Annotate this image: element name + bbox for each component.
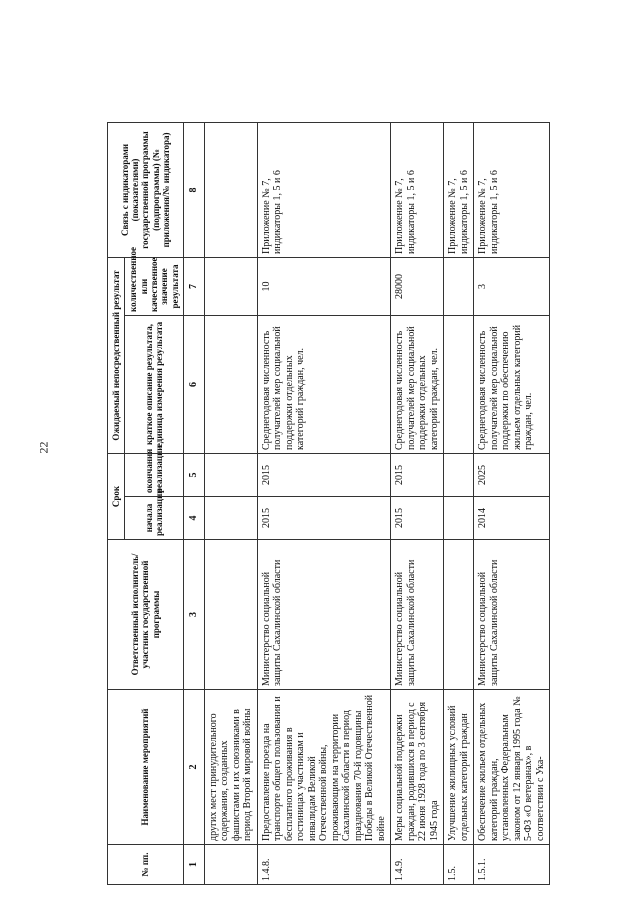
col-number: 5 (184, 453, 205, 496)
row-link: Приложение № 7, индикаторы 1, 5 и 6 (257, 122, 391, 257)
row-num: 1.5. (444, 845, 474, 885)
row-responsible: Министерство социальной защиты Сахалинской области (391, 540, 444, 690)
col-number: 7 (184, 257, 205, 315)
header-name: Наименование мероприятий (108, 690, 184, 845)
col-number: 3 (184, 540, 205, 690)
header-qty: количественное или качественное значение результата (125, 257, 184, 315)
row-name: Обеспечение жильем отдельных категорий граждан, установленных Федеральным законом от 12 января 1995 года № 5-ФЗ «О ветеранах», в соответствии с Ука- (474, 690, 550, 845)
header-result: Ожидаемый непосредственный результат (108, 257, 125, 453)
measures-table (107, 122, 550, 885)
row-name: других мест принудительного содержания, созданных фашистами и их союзниками в период Второй мировой войны (204, 690, 257, 845)
table-row (474, 122, 550, 884)
header-link: Связь с индикаторами (показателями) государственной программы (подпрограммы) (№ приложения/№ индикатора) (108, 122, 184, 257)
header-start: начала реализации (125, 497, 184, 540)
header-num: № пп. (108, 845, 184, 885)
row-end: 2015 (257, 453, 391, 496)
column-number-row (184, 122, 205, 884)
col-number: 2 (184, 690, 205, 845)
col-number: 4 (184, 497, 205, 540)
row-name: Меры социальной поддержки граждан, родившихся в период с 22 июня 1928 года по 3 сентября 1945 года (391, 690, 444, 845)
row-desc (204, 315, 257, 453)
table-row (444, 122, 474, 884)
row-qty: 10 (257, 257, 391, 315)
row-qty: 3 (474, 257, 550, 315)
row-start: 2014 (474, 497, 550, 540)
table-row (257, 122, 391, 884)
table-row (391, 122, 444, 884)
row-start: 2015 (257, 497, 391, 540)
row-qty: 28000 (391, 257, 444, 315)
rotated-sheet (107, 123, 617, 885)
row-qty (444, 257, 474, 315)
row-num: 1.4.8. (257, 845, 391, 885)
row-qty (204, 257, 257, 315)
col-number: 1 (184, 845, 205, 885)
row-start: 2015 (391, 497, 444, 540)
table-row (204, 122, 257, 884)
row-responsible: Министерство социальной защиты Сахалинской области (474, 540, 550, 690)
header-desc: краткое описание результата, единица измерения результата (125, 315, 184, 453)
row-link (204, 122, 257, 257)
header-end: окончания реализации (125, 453, 184, 496)
row-name: Улучшение жилищных условий отдельных категорий граждан (444, 690, 474, 845)
page-number: 22 (36, 441, 51, 454)
row-end: 2015 (391, 453, 444, 496)
row-name: Предоставление проезда на транспорте общего пользования и бесплатного проживания в гостиницах участникам и инвалидам Великой Отечественной войны, проживающим на территории Сахалинской области в период празднования 70-й годовщины Победы в Великой Отечественной войне (257, 690, 391, 845)
row-desc: Среднегодовая численность получателей мер социальной поддержки по обеспечению жильем отдельных категорий граждан, чел. (474, 315, 550, 453)
row-link: Приложение № 7, индикаторы 1, 5 и 6 (391, 122, 444, 257)
row-responsible: Министерство социальной защиты Сахалинской области (257, 540, 391, 690)
row-link: Приложение № 7, индикаторы 1, 5 и 6 (444, 122, 474, 257)
col-number: 6 (184, 315, 205, 453)
row-desc: Среднегодовая численность получателей мер социальной поддержки отдельных категорий граждан, чел. (391, 315, 444, 453)
row-responsible (204, 540, 257, 690)
row-desc: Среднегодовая численность получателей мер социальной поддержки отдельных категорий граждан, чел. (257, 315, 391, 453)
row-link: Приложение № 7, индикаторы 1, 5 и 6 (474, 122, 550, 257)
row-end (204, 453, 257, 496)
row-responsible (444, 540, 474, 690)
row-start (444, 497, 474, 540)
col-number: 8 (184, 122, 205, 257)
row-num: 1.5.1. (474, 845, 550, 885)
row-desc (444, 315, 474, 453)
header-term: Срок (108, 453, 125, 539)
row-end: 2025 (474, 453, 550, 496)
row-num: 1.4.9. (391, 845, 444, 885)
header-responsible: Ответственный исполнитель/участник государственной программы (108, 540, 184, 690)
row-start (204, 497, 257, 540)
row-end (444, 453, 474, 496)
row-num (204, 845, 257, 885)
